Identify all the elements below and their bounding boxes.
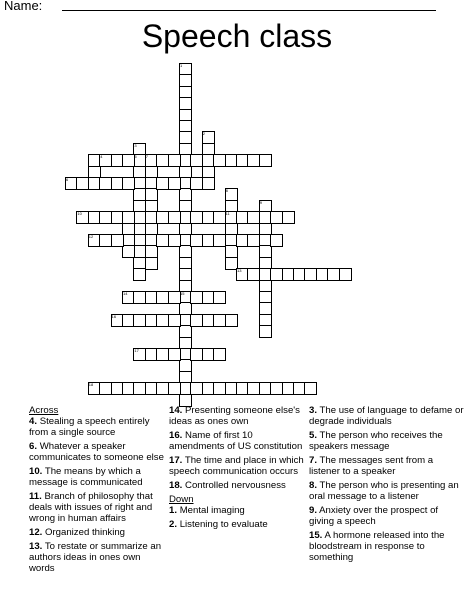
grid-cell[interactable] (122, 177, 135, 190)
clue-across-13: 13. To restate or summarize an authors ideas in ones own words (29, 541, 162, 574)
grid-cell[interactable] (213, 291, 226, 304)
clue-number: 10 (77, 211, 82, 217)
grid-cell[interactable] (122, 154, 135, 167)
grid-cell[interactable] (202, 177, 215, 190)
clue-number: 17 (134, 348, 139, 353)
clues-section (0, 405, 474, 613)
grid-cell[interactable] (76, 177, 89, 190)
grid-cell[interactable] (339, 268, 352, 281)
grid-cell[interactable] (168, 314, 181, 327)
grid-cell[interactable] (168, 177, 181, 190)
across-heading: Across (29, 405, 59, 416)
grid-cell[interactable] (122, 211, 135, 224)
grid-cell[interactable] (247, 234, 260, 247)
grid-cell[interactable] (145, 257, 158, 270)
clue-across-10: 10. The means by which a message is communicated (29, 466, 143, 488)
grid-cell[interactable] (213, 234, 226, 247)
grid-cell[interactable] (168, 211, 181, 224)
down-heading: Down (169, 494, 194, 505)
clue-number: 12 (88, 234, 94, 239)
clue-across-4: 4. Stealing a speech entirely from a single source (29, 416, 150, 438)
grid-cell[interactable] (168, 348, 181, 361)
grid-cell[interactable] (213, 348, 226, 361)
clue-down-8: 8. The person who is presenting an oral message to a listener (309, 480, 459, 502)
clue-number: 1 (180, 63, 183, 68)
page-title: Speech class (141, 18, 333, 54)
name-label: Name: (4, 0, 43, 13)
clue-number: 11 (225, 211, 230, 217)
grid-cell[interactable] (225, 314, 238, 327)
clue-down-1: 1. Mental imaging (169, 505, 245, 516)
clue-number: 14 (123, 291, 128, 296)
grid-cell[interactable] (304, 382, 317, 395)
clue-across-17: 17. The time and place in which speech communication occurs (169, 455, 304, 477)
clue-number: 9 (259, 199, 263, 205)
grid-cell[interactable] (213, 211, 226, 224)
clue-across-18: 18. Controlled nervousness (169, 480, 286, 491)
grid-cell[interactable] (282, 211, 295, 224)
clue-down-7: 7. The messages sent from a listener to a speaker (309, 455, 434, 477)
clue-down-3: 3. The use of language to defame or degrade individuals (309, 405, 464, 427)
grid-cell[interactable] (259, 154, 272, 167)
clue-number: 5 (134, 154, 137, 160)
grid-cell[interactable] (168, 234, 181, 247)
clues-column-3 (309, 405, 464, 566)
grid-cell[interactable] (270, 234, 283, 247)
grid-cell[interactable] (247, 211, 260, 224)
clue-number: 18 (88, 382, 94, 388)
clue-across-14: 14. Presenting someone else's ideas as ones own (169, 405, 300, 427)
grid-cell[interactable] (259, 325, 272, 338)
clue-number: 4 (100, 154, 103, 160)
clues-column-2 (169, 405, 304, 533)
clue-number: 16 (111, 313, 117, 319)
clue-number: 8 (225, 188, 228, 194)
clue-number: 3 (134, 142, 137, 148)
grid-cell[interactable] (168, 154, 181, 167)
clue-down-5: 5. The person who receives the speakers message (309, 430, 443, 452)
grid-cell[interactable] (133, 268, 146, 281)
clue-down-9: 9. Anxiety over the prospect of giving a speech (309, 505, 439, 527)
clue-down-2: 2. Listening to evaluate (169, 519, 268, 530)
grid-cell[interactable] (122, 245, 135, 258)
clue-number: 15 (180, 291, 185, 296)
clue-across-6: 6. Whatever a speaker communicates to someone else (29, 441, 164, 463)
grid-cell[interactable] (168, 382, 181, 395)
clue-number: 7 (145, 154, 149, 160)
grid-cell[interactable] (111, 234, 124, 247)
clue-across-11: 11. Branch of philosophy that deals with issues of right and wrong in human affairs (29, 491, 153, 524)
clue-across-16: 16. Name of first 10 amendments of US constitution (169, 430, 303, 452)
clue-number: 6 (66, 177, 69, 182)
grid-cell[interactable] (190, 154, 203, 167)
grid-cell[interactable] (247, 268, 260, 281)
clue-down-15: 15. A hormone released into the bloodstream in response to something (309, 530, 445, 563)
clue-number: 2 (202, 131, 206, 137)
grid-cell[interactable] (168, 291, 181, 304)
grid-cell[interactable] (190, 177, 203, 190)
clues-column-1 (29, 405, 164, 577)
clue-number: 13 (237, 268, 242, 274)
clue-across-12: 12. Organized thinking (29, 527, 126, 538)
